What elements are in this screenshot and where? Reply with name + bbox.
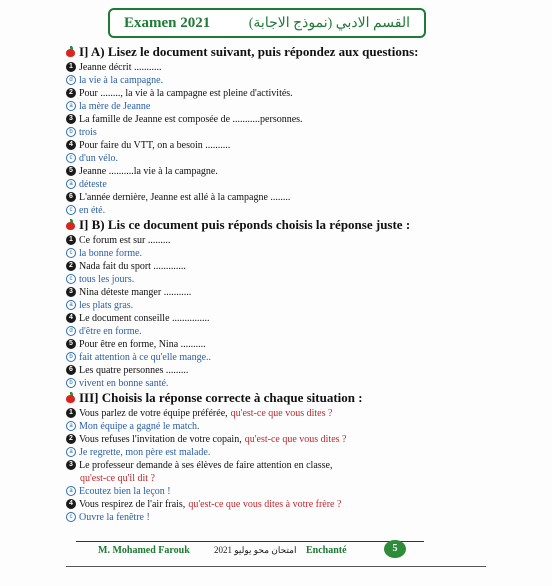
answer-text: Je regrette, mon père est malade. — [79, 447, 211, 458]
answer-letter: a — [66, 421, 76, 431]
answer-line — [66, 485, 486, 498]
apple-icon — [66, 393, 75, 403]
question-line — [66, 312, 486, 325]
answer-line — [66, 247, 486, 260]
answer-text: les plats gras. — [79, 300, 134, 311]
question-text: Ce forum est sur ......... — [79, 235, 171, 246]
answer-line — [66, 325, 486, 338]
answer-letter: a — [66, 447, 76, 457]
question-number: 4 — [66, 140, 76, 150]
answer-text: Ouvre la fenêtre ! — [79, 512, 150, 523]
apple-icon — [66, 47, 75, 57]
page-footer — [76, 541, 424, 560]
question-prompt: qu'est-ce que vous dites ? — [230, 408, 333, 419]
footer-exam-date: امتحان محو يوليو 2021 — [214, 545, 297, 555]
answer-text: tous les jours. — [79, 274, 135, 285]
answer-text: trois — [79, 127, 97, 138]
section-title: I] B) Lis ce document puis réponds choisis la réponse juste : — [79, 217, 411, 232]
question-line — [66, 61, 486, 74]
question-number: 6 — [66, 365, 76, 375]
answer-line — [66, 204, 486, 217]
question-text: Pour ........, la vie à la campagne est pleine d'activités. — [79, 88, 293, 99]
question-text: Le professeur demande à ses élèves de faire attention en classe, — [79, 460, 333, 471]
exam-title: Examen 2021 — [124, 14, 211, 31]
question-number: 5 — [66, 339, 76, 349]
answer-line — [66, 100, 486, 113]
answer-letter: c — [66, 248, 76, 258]
answer-line — [66, 351, 486, 364]
question-text: Nada fait du sport ............. — [79, 261, 186, 272]
question-line — [66, 234, 486, 247]
question-line — [66, 286, 486, 299]
question-text: Pour être en forme, Nina .......... — [79, 339, 206, 350]
question-continuation — [66, 472, 486, 485]
question-line — [66, 498, 486, 511]
question-line — [66, 87, 486, 100]
bottom-divider — [66, 566, 486, 567]
exam-subtitle: القسم الادبي (نموذج الاجابة) — [248, 15, 410, 31]
question-text: Nina déteste manger ........... — [79, 287, 192, 298]
answer-text: la mère de Jeanne — [79, 101, 151, 112]
answer-text: déteste — [79, 179, 107, 190]
answer-line — [66, 273, 486, 286]
question-text: Le document conseille ............... — [79, 313, 210, 324]
answer-line — [66, 152, 486, 165]
question-number: 4 — [66, 313, 76, 323]
section-heading — [66, 44, 486, 60]
answer-line — [66, 299, 486, 312]
answer-letter: c — [66, 153, 76, 163]
question-line — [66, 459, 486, 472]
question-number: 2 — [66, 434, 76, 444]
section-heading — [66, 390, 486, 406]
answer-letter: c — [66, 512, 76, 522]
question-number: 1 — [66, 408, 76, 418]
question-text: Pour faire du VTT, on a besoin .......... — [79, 140, 231, 151]
answer-letter: d — [66, 75, 76, 85]
answer-letter: c — [66, 274, 76, 284]
section-title: I] A) Lisez le document suivant, puis répondez aux questions: — [79, 44, 419, 59]
answer-letter: b — [66, 127, 76, 137]
question-line — [66, 165, 486, 178]
question-text: L'année dernière, Jeanne est allé à la campagne ........ — [79, 192, 291, 203]
answer-letter: a — [66, 179, 76, 189]
apple-icon — [66, 220, 75, 230]
answer-text: d'un vélo. — [79, 153, 119, 164]
answer-letter: b — [66, 352, 76, 362]
footer-author: M. Mohamed Farouk — [98, 545, 190, 556]
question-line — [66, 260, 486, 273]
question-number: 2 — [66, 261, 76, 271]
answer-text: vivent en bonne santé. — [79, 378, 169, 389]
question-number: 6 — [66, 192, 76, 202]
answer-letter: a — [66, 101, 76, 111]
section-title: III] Choisis la réponse correcte à chaque situation : — [79, 390, 363, 405]
answer-line — [66, 74, 486, 87]
question-number: 2 — [66, 88, 76, 98]
answer-text: Mon équipe a gagné le match. — [79, 421, 200, 432]
question-text: Les quatre personnes ......... — [79, 365, 189, 376]
question-text: Vous parlez de votre équipe préférée, — [79, 408, 228, 419]
question-line — [66, 364, 486, 377]
answer-letter: c — [66, 205, 76, 215]
question-number: 1 — [66, 62, 76, 72]
question-line — [66, 338, 486, 351]
question-number: 5 — [66, 166, 76, 176]
page-number: 5 — [384, 540, 406, 558]
question-text: La famille de Jeanne est composée de ...........personnes. — [79, 114, 303, 125]
question-text: Vous refuses l'invitation de votre copain, — [79, 434, 242, 445]
exam-header — [108, 8, 426, 38]
question-line — [66, 407, 486, 420]
answer-text: la vie à la campagne. — [79, 75, 164, 86]
answer-text: Ecoutez bien la leçon ! — [79, 486, 171, 497]
question-number: 1 — [66, 235, 76, 245]
answer-letter: a — [66, 486, 76, 496]
question-prompt: qu'est-ce qu'il dit ? — [80, 473, 155, 484]
answer-line — [66, 126, 486, 139]
question-text: Vous respirez de l'air frais, — [79, 499, 186, 510]
question-line — [66, 113, 486, 126]
answer-letter: b — [66, 378, 76, 388]
answer-text: d'être en forme. — [79, 326, 142, 337]
footer-book-title: Enchanté — [306, 545, 347, 556]
question-number: 3 — [66, 460, 76, 470]
question-line — [66, 139, 486, 152]
answer-line — [66, 511, 486, 524]
question-prompt: qu'est-ce que vous dites à votre frère ? — [188, 499, 342, 510]
question-text: Jeanne ..........la vie à la campagne. — [79, 166, 218, 177]
question-text: Jeanne décrit ........... — [79, 62, 162, 73]
question-prompt: qu'est-ce que vous dites ? — [244, 434, 347, 445]
answer-line — [66, 446, 486, 459]
exam-content — [66, 44, 486, 524]
question-line — [66, 433, 486, 446]
answer-text: fait attention à ce qu'elle mange.. — [79, 352, 212, 363]
question-number: 3 — [66, 287, 76, 297]
answer-line — [66, 178, 486, 191]
answer-letter: d — [66, 326, 76, 336]
question-line — [66, 191, 486, 204]
answer-text: en été. — [79, 205, 106, 216]
question-number: 3 — [66, 114, 76, 124]
section-heading — [66, 217, 486, 233]
answer-line — [66, 377, 486, 390]
answer-line — [66, 420, 486, 433]
answer-letter: a — [66, 300, 76, 310]
answer-text: la bonne forme. — [79, 248, 143, 259]
question-number: 4 — [66, 499, 76, 509]
